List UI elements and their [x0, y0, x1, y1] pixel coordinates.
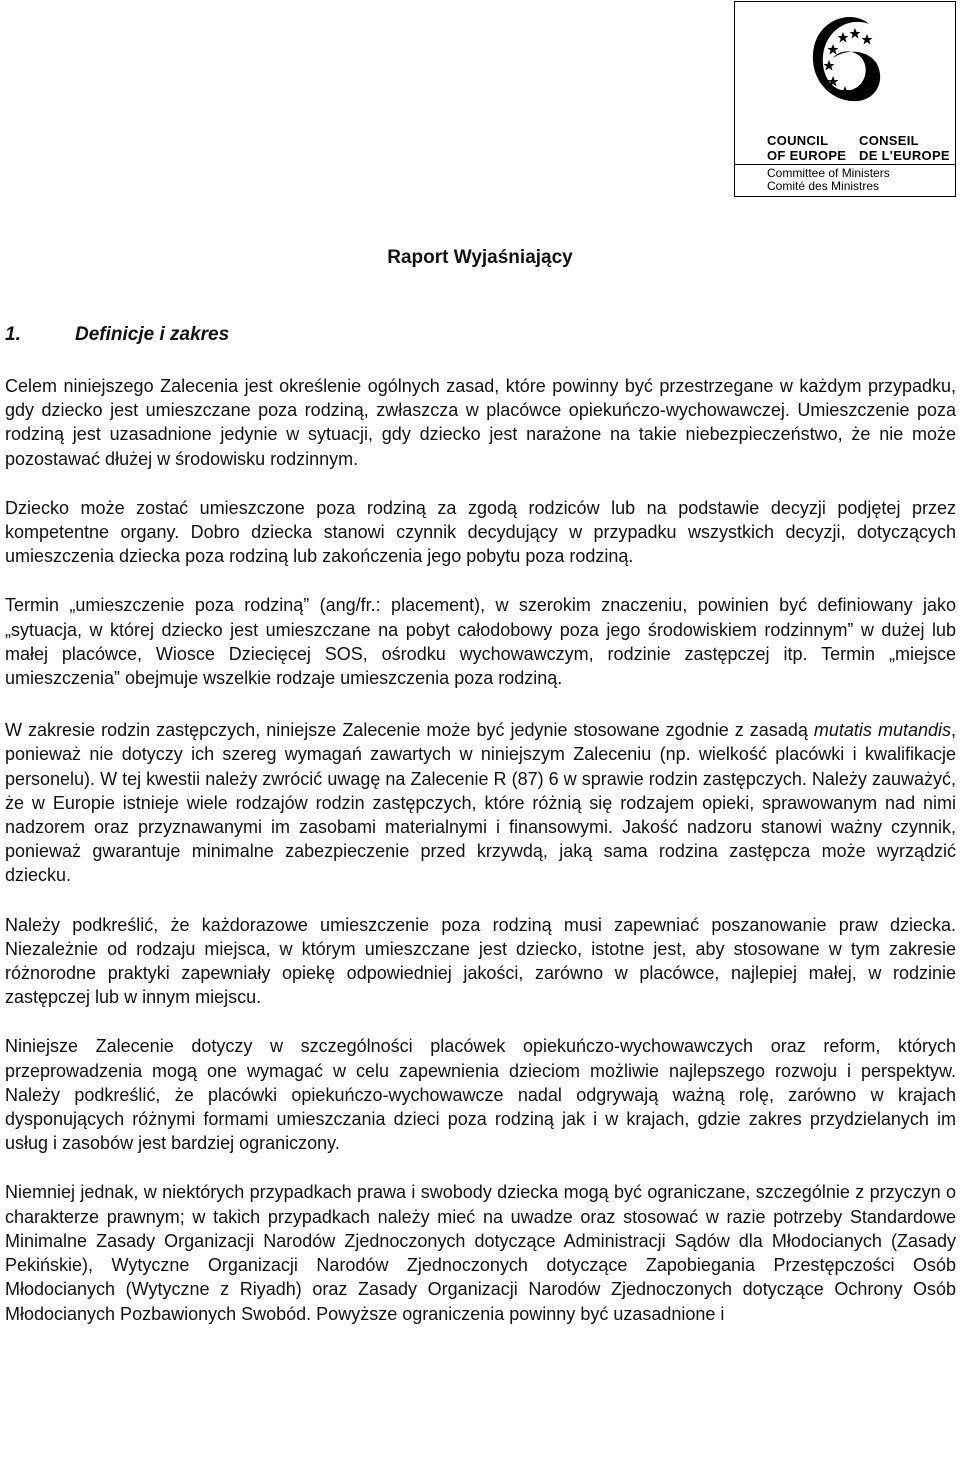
council-of-europe-logo [734, 1, 956, 197]
paragraph-2: Dziecko może zostać umieszczone poza rodziną za zgodą rodziców lub na podstawie decyzji podjętej przez kompetentne organy. Dobro dziecka stanowi czynnik decydujący w przypadku wszystkich decyzji, dotyczących umieszczenia dziecka poza rodziną lub zakończenia jego pobytu poza rodziną. [5, 497, 956, 567]
paragraph-4: W zakresie rodzin zastępczych, niniejsze Zalecenie może być jedynie stosowane zgodnie z zasadą mutatis mutandis, ponieważ nie dotyczy ich szereg wymagań zawartych w niniejszym Zaleceniu (np. wielkość placówki i kwalifikacje personelu). W tej kwestii należy zwrócić uwagę na Zalecenie R (87) 6 w sprawie rodzin zastępczych. Należy zauważyć, że w Europie istnieje wiele rodzajów rodzin zastępczych, które różnią się rodzajem opieki, sprawowanym nad nimi nadzorem oraz przyznawanymi im zasobami materialnymi i finansowymi. Jakość nadzoru stanowi ważny czynnik, ponieważ gwarantuje minimalne zabezpieczenie przed krzywdą, jaką sama rodzina zastępcza może wyrządzić dziecku. [5, 720, 956, 886]
logo-divider [735, 164, 955, 165]
section-number: 1. [5, 324, 21, 345]
document-title: Raport Wyjaśniający [387, 247, 573, 268]
council-of-europe-emblem-icon [807, 10, 887, 120]
paragraph-3: Termin „umieszczenie poza rodziną” (ang/fr.: placement), w szerokim znaczeniu, powinien być definiowany jako „sytuacja, w której dziecko jest umieszczane na pobyt całodobowy poza jego środowiskiem rodzinnym” w dużej lub małej placówce, Wiosce Dziecięcej SOS, ośrodku wychowawczym, rodzinie zastępczej itp. Termin „miejsce umieszczenia” obejmuje wszelkie rodzaje umieszczenia poza rodziną. [5, 595, 956, 689]
section-heading [5, 324, 229, 346]
paragraph-1: Celem niniejszego Zalecenia jest określenie ogólnych zasad, które powinny być przestrzegane w każdym przypadku, gdy dziecko jest umieszczane poza rodziną, zwłaszcza w placówce opiekuńczo-wychowawczej. Umieszczenie poza rodziną jest uzasadnione jedynie w sytuacji, gdy dziecko jest narażone na takie niebezpieczeństwo, że nie może pozostawać dłużej w środowisku rodzinnym. [5, 376, 956, 469]
logo-conseil-text: CONSEIL DE L'EUROPE [859, 133, 950, 163]
paragraph-6: Niniejsze Zalecenie dotyczy w szczególności placówek opiekuńczo-wychowawczych oraz reform, których przeprowadzenia mogą one wymagać w celu zapewnienia dzieciom możliwie najlepszego rozwoju i perspektyw. Należy podkreślić, że placówki opiekuńczo-wychowawcze nadal odgrywają ważną rolę, zarówno w krajach dysponujących różnymi formami umieszczania dzieci poza rodziną jak i w krajach, gdzie zakres przydzielanych im usług i zasobów jest bardziej ograniczony. [5, 1036, 956, 1154]
logo-council-text: COUNCIL OF EUROPE [767, 133, 847, 163]
paragraph-7: Niemniej jednak, w niektórych przypadkach prawa i swobody dziecka mogą być ograniczane, szczególnie z przyczyn o charakterze prawnym; w takich przypadkach należy mieć na uwadze oraz stosować w razie potrzeby Standardowe Minimalne Zasady Organizacji Narodów Zjednoczonych dotyczące Administracji Sądów dla Młodocianych (Zasady Pekińskie), Wytyczne Organizacji Narodów Zjednoczonych dotyczące Zapobiegania Przestępczości Osób Młodocianych (Wytyczne z Riyadh) oraz Zasady Organizacji Narodów Zjednoczonych dotyczące Ochrony Osób Młodocianych Pozbawionych Swobód. Powyższe ograniczenia powinny być uzasadnione i [5, 1182, 956, 1324]
latin-phrase: mutatis mutandis [813, 720, 951, 741]
section-title: Definicje i zakres [75, 324, 230, 345]
document-body [5, 374, 956, 1326]
paragraph-5: Należy podkreślić, że każdorazowe umieszczenie poza rodziną musi zapewniać poszanowanie praw dziecka. Niezależnie od rodzaju miejsca, w którym umieszczane jest dziecko, istotne jest, aby stosowane w tym zakresie różnorodne praktyki zapewniały opiekę odpowiedniej jakości, zarówno w placówce, najlepiej małej, w rodzinie zastępczej lub w innym miejscu. [5, 914, 956, 1008]
logo-committee-text: Committee of Ministers Comité des Ministres [767, 166, 890, 193]
